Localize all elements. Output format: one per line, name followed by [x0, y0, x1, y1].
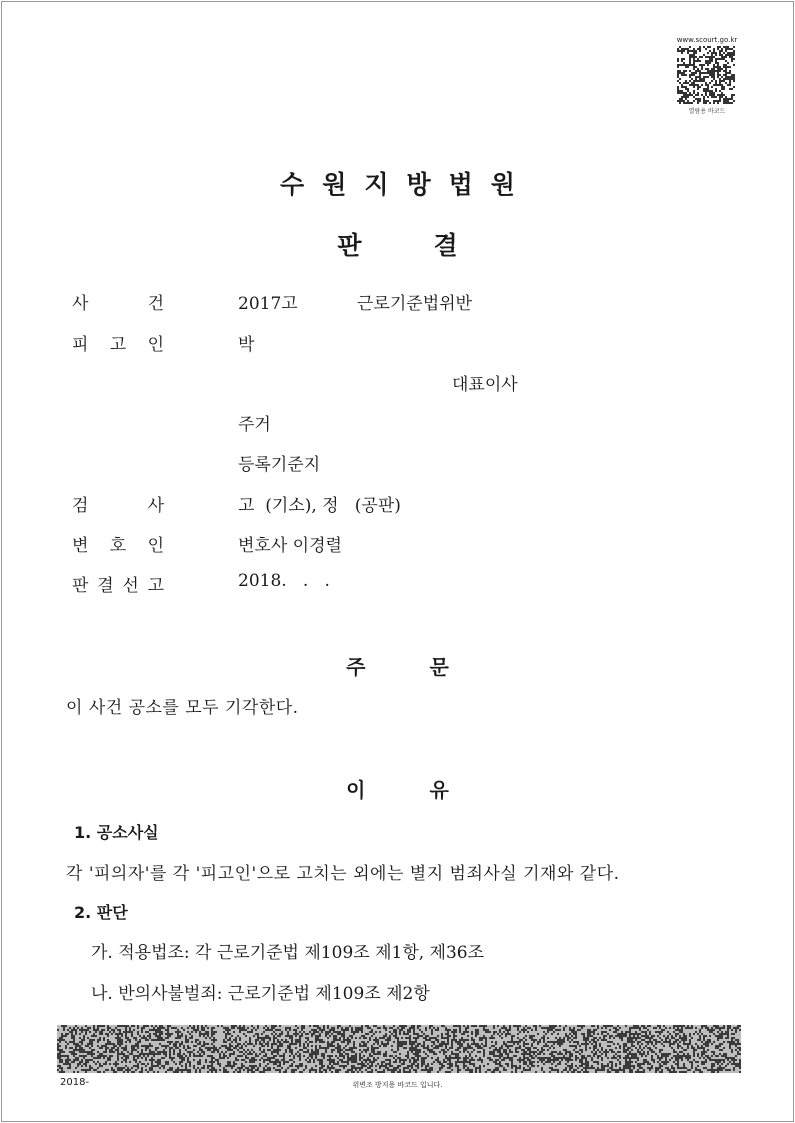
- verification-url: www.scourt.go.kr: [676, 36, 738, 44]
- court-name: 수원지방법원: [280, 170, 533, 199]
- counsel-label: 변 호 인: [72, 536, 164, 556]
- reasons-heading: 이유: [346, 778, 513, 802]
- case-label: 사 건: [72, 294, 164, 314]
- defendant-title: 대표이사: [452, 375, 518, 395]
- defendant-label: 피 고 인: [72, 335, 164, 355]
- registered-label: 등록기준지: [238, 455, 321, 475]
- date-value: 2018. . .: [238, 571, 330, 591]
- anti-forgery-barcode-icon: [57, 1025, 741, 1073]
- section-1-title: 1. 공소사실: [74, 823, 159, 842]
- counsel-value: 변호사 이경렬: [238, 536, 342, 556]
- prosecutor-value: 고 (기소), 정 (공판): [238, 496, 401, 516]
- defendant-name: 박: [238, 335, 255, 355]
- section-2-item-b: 나. 반의사불벌죄: 근로기준법 제109조 제2항: [91, 984, 430, 1004]
- section-2-title: 2. 판단: [74, 903, 128, 922]
- section-1-text: 각 '피의자'를 각 '피고인'으로 고치는 외에는 별지 범죄사실 기재와 같다.: [66, 864, 620, 884]
- address-label: 주거: [238, 415, 271, 435]
- order-heading: 주문: [346, 655, 513, 679]
- prosecutor-label: 검 사: [72, 496, 164, 516]
- order-text: 이 사건 공소를 모두 기각한다.: [66, 698, 299, 718]
- barcode-caption: 위변조 방지용 바코드 입니다.: [352, 1081, 443, 1089]
- case-number: 2017고: [238, 294, 298, 314]
- document-number: 2018-: [60, 1077, 90, 1088]
- date-label: 판 결 선 고: [72, 576, 164, 596]
- verification-caption: 열람용 바코드: [688, 108, 726, 115]
- verification-barcode-icon: [677, 46, 735, 104]
- case-name: 근로기준법위반: [357, 294, 472, 314]
- document-type: 판결: [337, 231, 530, 260]
- section-2-item-a: 가. 적용법조: 각 근로기준법 제109조 제1항, 제36조: [91, 943, 485, 963]
